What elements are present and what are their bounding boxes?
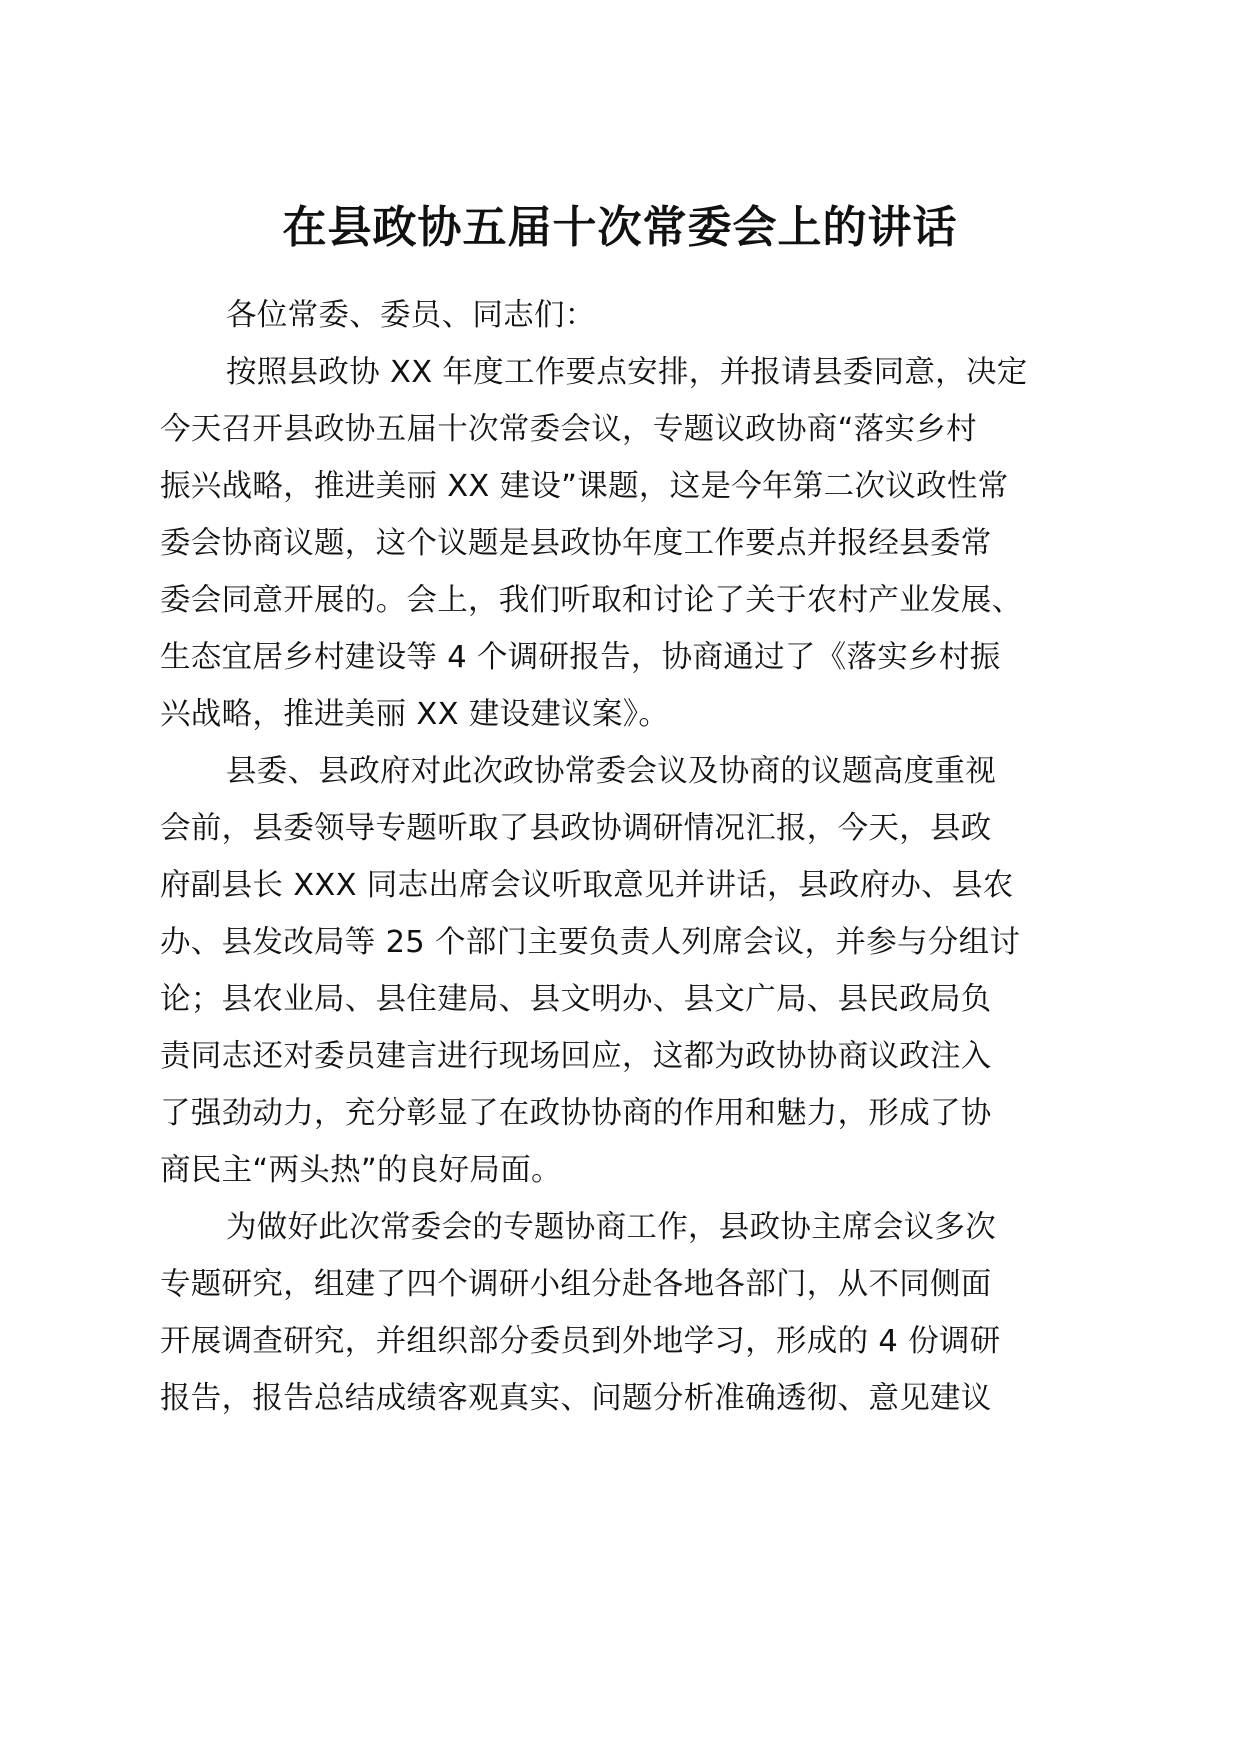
document-title: 在县政协五届十次常委会上的讲话 — [282, 202, 958, 253]
text-line: 委会同意开展的。会上，我们听取和讨论了关于农村产业发展、 — [160, 583, 1023, 618]
text-line: 为做好此次常委会的专题协商工作，县政协主席会议多次 — [226, 1210, 996, 1245]
text-line: 会前，县委领导专题听取了县政协调研情况汇报，今天，县政 — [160, 811, 992, 846]
text-line: 府副县长 XXX 同志出席会议听取意见并讲话，县政府办、县农 — [160, 868, 1014, 903]
text-line: 了强劲动力，充分彰显了在政协协商的作用和魅力，形成了协 — [160, 1096, 992, 1131]
text-line: 专题研究，组建了四个调研小组分赴各地各部门，从不同侧面 — [160, 1267, 992, 1302]
text-line: 商民主“两头热”的良好局面。 — [160, 1153, 562, 1188]
text-line: 兴战略，推进美丽 XX 建设建议案》。 — [160, 697, 670, 732]
text-line: 办、县发改局等 25 个部门主要负责人列席会议，并参与分组讨 — [160, 925, 1021, 960]
text-line: 振兴战略，推进美丽 XX 建设”课题，这是今年第二次议政性常 — [160, 469, 1009, 504]
text-line: 开展调查研究，并组织部分委员到外地学习，形成的 4 份调研 — [160, 1324, 1001, 1359]
text-line: 县委、县政府对此次政协常委会议及协商的议题高度重视 — [226, 754, 996, 789]
text-line: 生态宜居乡村建设等 4 个调研报告，协商通过了《落实乡村振 — [160, 640, 1001, 675]
text-line: 责同志还对委员建言进行现场回应，这都为政协协商议政注入 — [160, 1039, 992, 1074]
text-line: 各位常委、委员、同志们： — [226, 298, 596, 333]
text-line: 今天召开县政协五届十次常委会议，专题议政协商“落实乡村 — [160, 412, 977, 447]
text-line: 按照县政协 XX 年度工作要点安排，并报请县委同意，决定 — [226, 355, 1028, 390]
text-line: 报告，报告总结成绩客观真实、问题分析准确透彻、意见建议 — [160, 1381, 992, 1416]
text-line: 论；县农业局、县住建局、县文明办、县文广局、县民政局负 — [160, 982, 992, 1017]
text-line: 委会协商议题，这个议题是县政协年度工作要点并报经县委常 — [160, 526, 992, 561]
